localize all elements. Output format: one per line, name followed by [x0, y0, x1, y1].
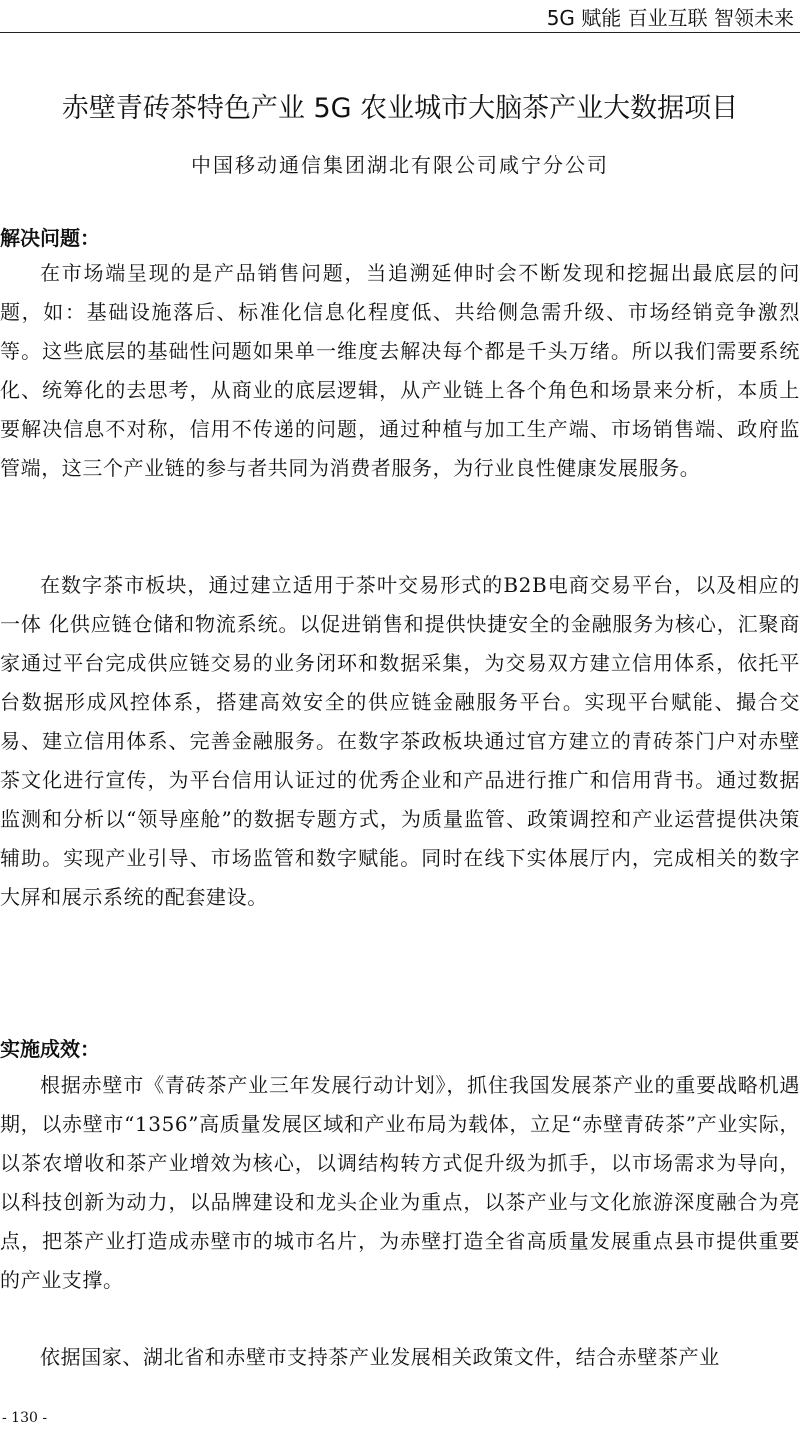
header-slogan: 5G 赋能 百业互联 智领未来: [546, 6, 794, 30]
section-heading-results: 实施成效：: [0, 1037, 100, 1061]
paragraph-results-1: 根据赤壁市《青砖茶产业三年发展行动计划》，抓住我国发展茶产业的重要战略机遇期，以赤壁市“1356”高质量发展区域和产业布局为载体，立足“赤壁青砖茶”产业实际，以茶农增收和茶产业增效为核心，以调结构转方式促升级为抓手，以市场需求为导向，以科技创新为动力，以品牌建设和龙头企业为重点，以茶产业与文化旅游深度融合为亮点，把茶产业打造成赤壁市的城市名片，为赤壁打造全省高质量发展重点县市提供重要的产业支撑。: [0, 1073, 800, 1292]
organization-name: 中国移动通信集团湖北有限公司咸宁分公司: [191, 153, 609, 177]
paragraph-problems-2: 在数字茶市板块，通过建立适用于茶叶交易形式的B2B电商交易平台，以及相应的一体 化供应链仓储和物流系统。以促进销售和提供快捷安全的金融服务为核心，汇聚商家通过平台完成供应链交易的业务闭环和数据采集，为交易双方建立信用体系，依托平台数据形成风控体系，搭建高效安全的供应链金融服务平台。实现平台赋能、撮合交易、建立信用体系、完善金融服务。在数字茶政板块通过官方建立的青砖茶门户对赤壁茶文化进行宣传，为平台信用认证过的优秀企业和产品进行推广和信用背书。通过数据监测和分析以“领导座舱”的数据专题方式，为质量监管、政策调控和产业运营提供决策辅助。实现产业引导、市场监管和数字赋能。同时在线下实体展厅内，完成相关的数字大屏和展示系统的配套建设。: [0, 573, 800, 909]
document-title: 赤壁青砖茶特色产业 5G 农业城市大脑茶产业大数据项目: [61, 93, 739, 124]
page-number: - 130 -: [2, 1410, 48, 1426]
paragraph-results-2: 依据国家、湖北省和赤壁市支持茶产业发展相关政策文件，结合赤壁茶产业: [40, 1345, 720, 1369]
paragraph-problems-1: 在市场端呈现的是产品销售问题，当追溯延伸时会不断发现和挖掘出最底层的问题，如：基础设施落后、标准化信息化程度低、共给侧急需升级、市场经销竞争激烈等。这些底层的基础性问题如果单一维度去解决每个都是千头万绪。所以我们需要系统化、统筹化的去思考，从商业的底层逻辑，从产业链上各个角色和场景来分析，本质上要解决信息不对称，信用不传递的问题，通过种植与加工生产端、市场销售端、政府监管端，这三个产业链的参与者共同为消费者服务，为行业良性健康发展服务。: [0, 261, 800, 480]
section-heading-problems: 解决问题：: [0, 226, 100, 250]
